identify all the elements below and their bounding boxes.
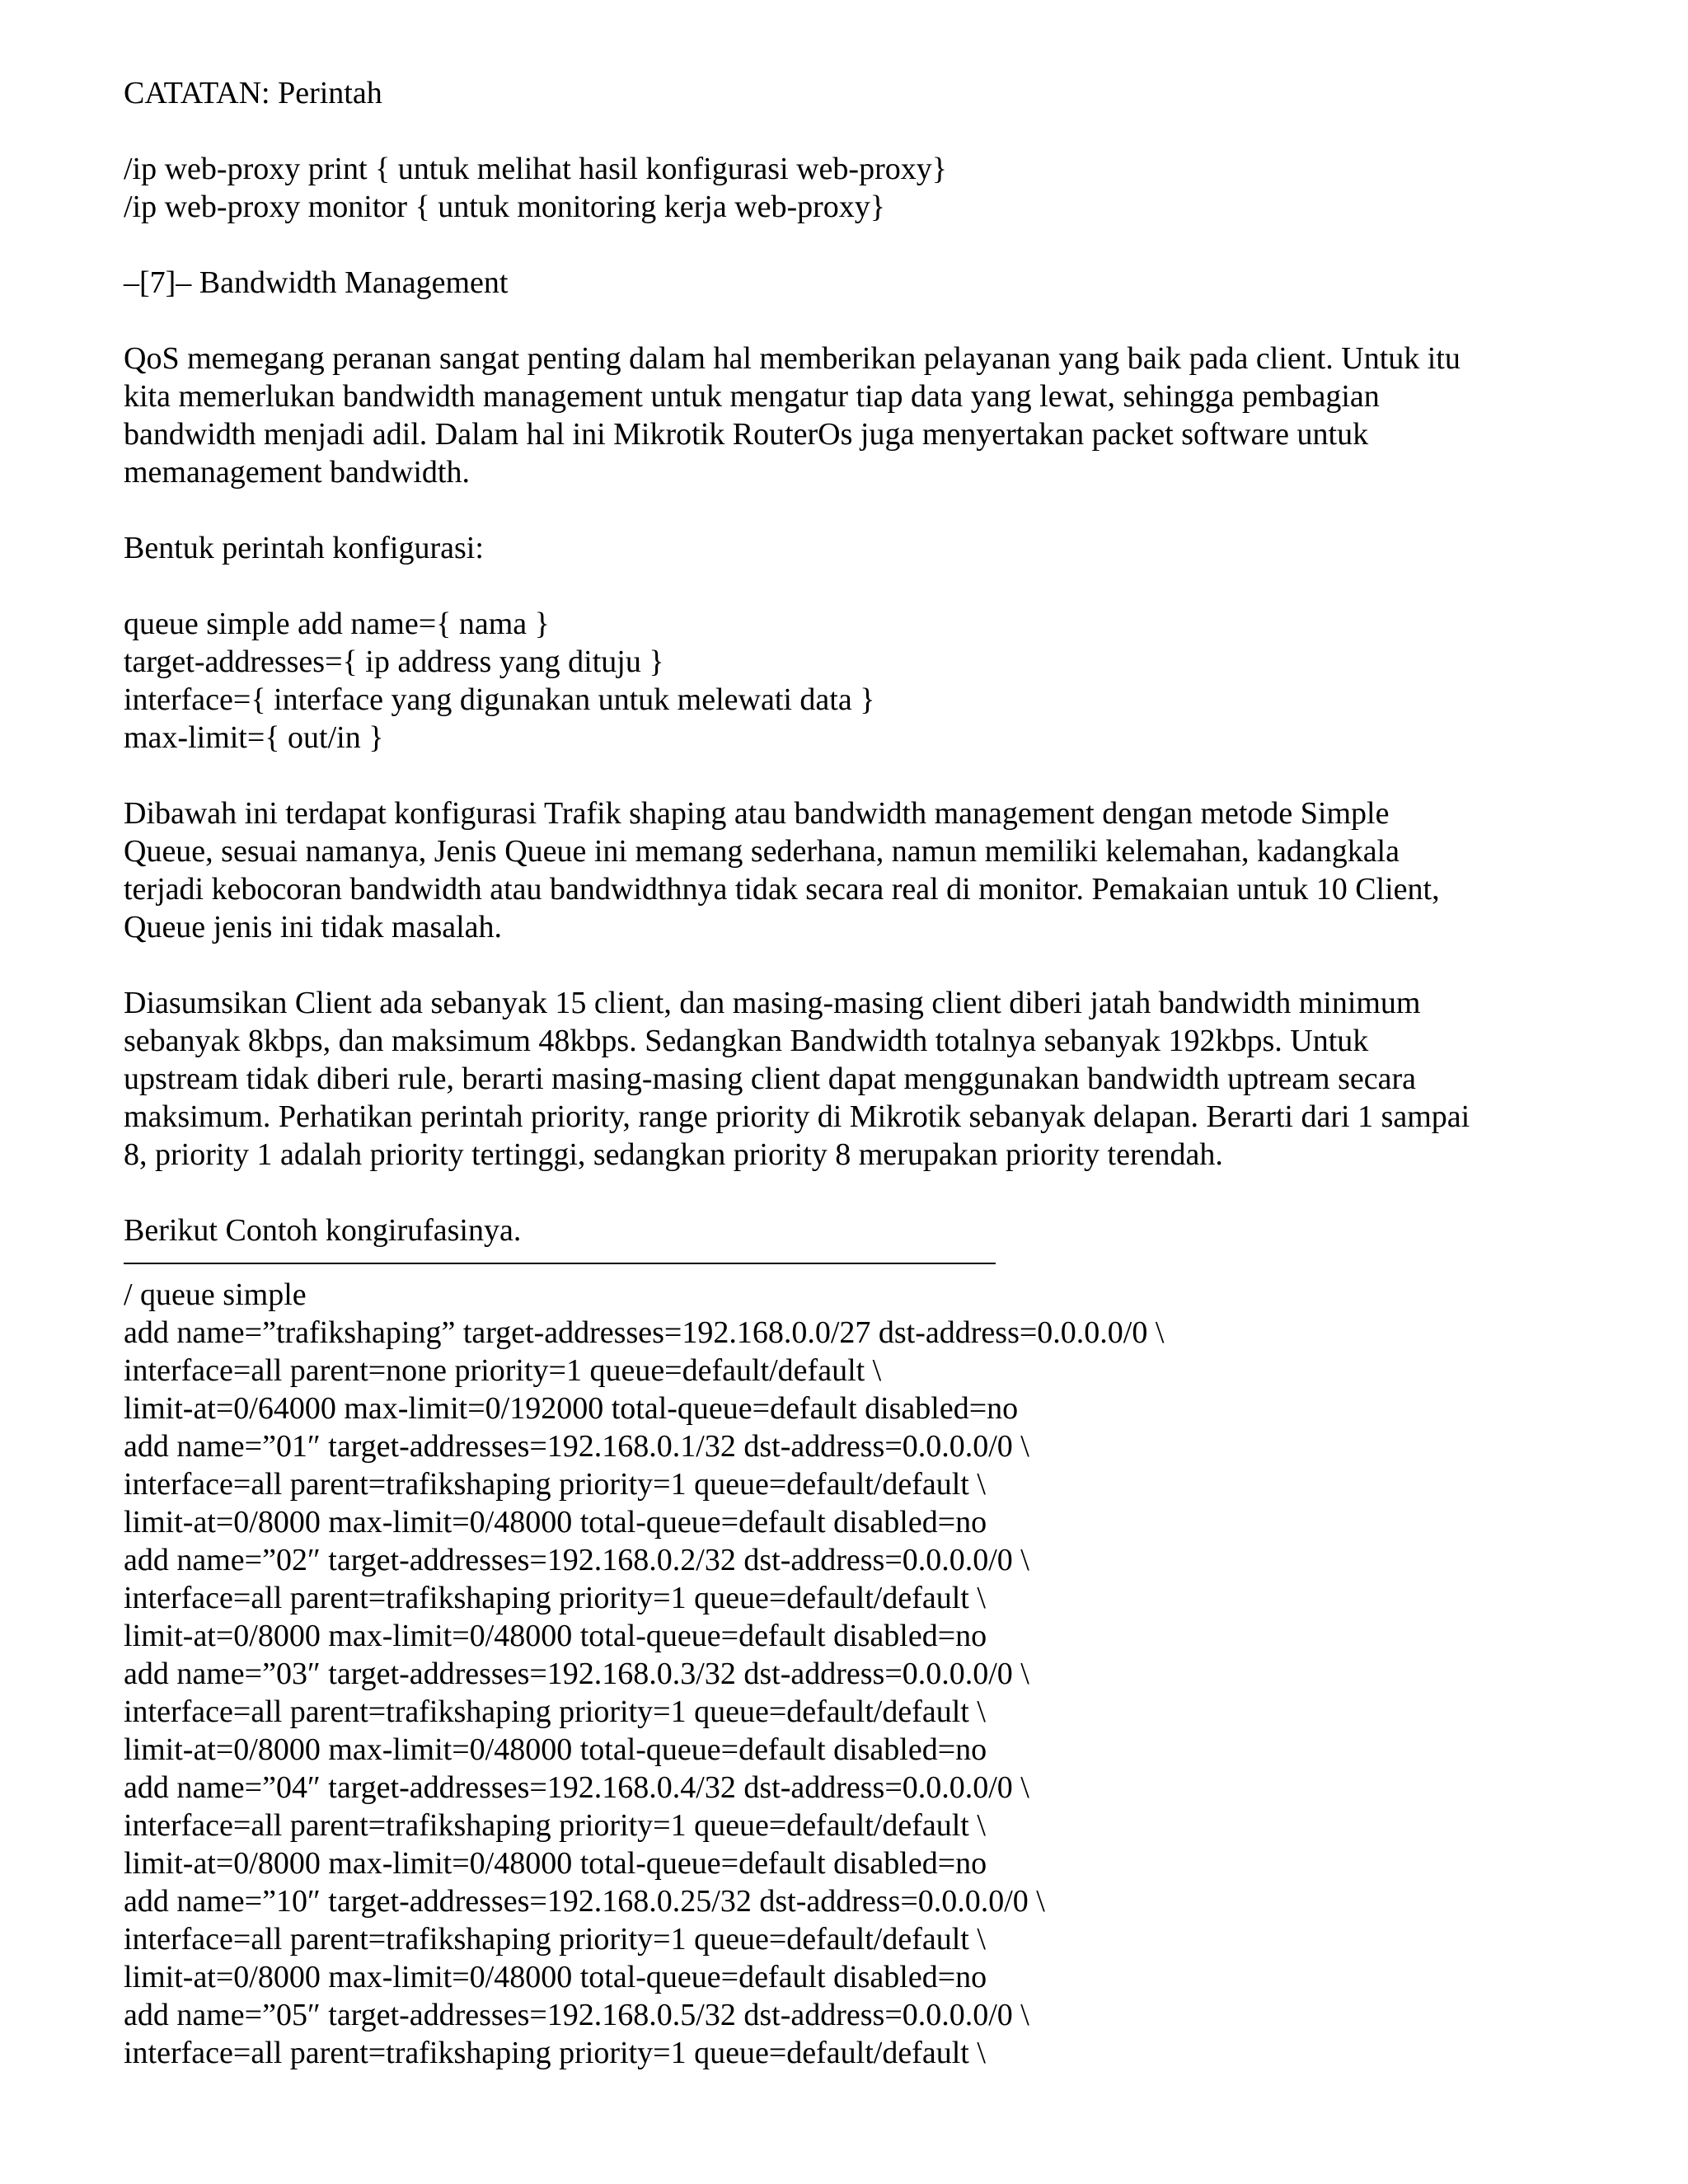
code-line: interface=all parent=trafikshaping priority=1 queue=default/default \ xyxy=(124,1808,986,1843)
section-title: –[7]– Bandwidth Management xyxy=(124,265,509,300)
code-line: limit-at=0/8000 max-limit=0/48000 total-queue=default disabled=no xyxy=(124,1960,987,1994)
syntax-line: interface={ interface yang digunakan untuk melewati data } xyxy=(124,682,875,717)
paragraph-line: 8, priority 1 adalah priority tertinggi, sedangkan priority 8 merupakan priority terendah. xyxy=(124,1137,1223,1172)
paragraph-line: kita memerlukan bandwidth management untuk mengatur tiap data yang lewat, sehingga pembagian xyxy=(124,379,1380,414)
code-line: interface=all parent=trafikshaping priority=1 queue=default/default \ xyxy=(124,1694,986,1729)
section-title-block xyxy=(124,264,1574,302)
paragraph-line: QoS memegang peranan sangat penting dalam hal memberikan pelayanan yang baik pada client. Untuk itu xyxy=(124,341,1461,376)
code-line: add name=”03″ target-addresses=192.168.0.3/32 dst-address=0.0.0.0/0 \ xyxy=(124,1657,1029,1691)
syntax-line: target-addresses={ ip address yang dituju } xyxy=(124,644,664,679)
code-line: add name=”10″ target-addresses=192.168.0.25/32 dst-address=0.0.0.0/0 \ xyxy=(124,1884,1045,1919)
config-form-label-block xyxy=(124,529,1574,567)
paragraph-line: Dibawah ini terdapat konfigurasi Trafik shaping atau bandwidth management dengan metode Simple xyxy=(124,796,1390,831)
document-page xyxy=(124,74,1574,2072)
paragraph-line: upstream tidak diberi rule, berarti masing-masing client dapat menggunakan bandwidth uptream secara xyxy=(124,1062,1417,1096)
code-line: / queue simple xyxy=(124,1277,307,1312)
qos-paragraph xyxy=(124,340,1574,491)
note-heading: CATATAN: Perintah xyxy=(124,76,382,110)
assumption-paragraph xyxy=(124,984,1574,1174)
code-line: limit-at=0/64000 max-limit=0/192000 total-queue=default disabled=no xyxy=(124,1391,1019,1426)
config-code-listing xyxy=(124,1276,1574,2072)
code-line: add name=”trafikshaping” target-addresses=192.168.0.0/27 dst-address=0.0.0.0/0 \ xyxy=(124,1315,1165,1350)
paragraph-line: Queue jenis ini tidak masalah. xyxy=(124,910,503,944)
code-line: interface=all parent=trafikshaping priority=1 queue=default/default \ xyxy=(124,1922,986,1957)
simple-queue-paragraph xyxy=(124,794,1574,946)
code-line: interface=all parent=trafikshaping priority=1 queue=default/default \ xyxy=(124,1467,986,1502)
code-line: interface=all parent=trafikshaping priority=1 queue=default/default \ xyxy=(124,1581,986,1615)
code-line: limit-at=0/8000 max-limit=0/48000 total-queue=default disabled=no xyxy=(124,1732,987,1767)
code-line: limit-at=0/8000 max-limit=0/48000 total-queue=default disabled=no xyxy=(124,1846,987,1881)
paragraph-line: memanagement bandwidth. xyxy=(124,455,470,490)
config-form-label: Bentuk perintah konfigurasi: xyxy=(124,531,484,565)
code-line: add name=”05″ target-addresses=192.168.0.5/32 dst-address=0.0.0.0/0 \ xyxy=(124,1998,1029,2032)
note-section xyxy=(124,74,1574,112)
paragraph-line: terjadi kebocoran bandwidth atau bandwidthnya tidak secara real di monitor. Pemakaian untuk 10 Client, xyxy=(124,872,1440,907)
example-label: Berikut Contoh kongirufasinya. xyxy=(124,1213,522,1248)
paragraph-line: Diasumsikan Client ada sebanyak 15 client, dan masing-masing client diberi jatah bandwidth minimum xyxy=(124,986,1421,1020)
code-line: interface=all parent=trafikshaping priority=1 queue=default/default \ xyxy=(124,2036,986,2070)
paragraph-line: sebanyak 8kbps, dan maksimum 48kbps. Sedangkan Bandwidth totalnya sebanyak 192kbps. Untuk xyxy=(124,1024,1369,1058)
example-block xyxy=(124,1212,1574,1264)
code-line: interface=all parent=none priority=1 queue=default/default \ xyxy=(124,1353,882,1388)
paragraph-line: Queue, sesuai namanya, Jenis Queue ini memang sederhana, namun memiliki kelemahan, kadangkala xyxy=(124,834,1400,869)
syntax-line: max-limit={ out/in } xyxy=(124,720,384,755)
code-line: add name=”02″ target-addresses=192.168.0.2/32 dst-address=0.0.0.0/0 \ xyxy=(124,1543,1029,1577)
proxy-command-line: /ip web-proxy print { untuk melihat hasil konfigurasi web-proxy} xyxy=(124,152,947,186)
code-line: add name=”01″ target-addresses=192.168.0.1/32 dst-address=0.0.0.0/0 \ xyxy=(124,1429,1029,1464)
paragraph-line: maksimum. Perhatikan perintah priority, range priority di Mikrotik sebanyak delapan. Berarti dari 1 sampai xyxy=(124,1099,1470,1134)
code-line: limit-at=0/8000 max-limit=0/48000 total-queue=default disabled=no xyxy=(124,1619,987,1653)
paragraph-line: bandwidth menjadi adil. Dalam hal ini Mikrotik RouterOs juga menyertakan packet software untuk xyxy=(124,417,1369,452)
config-form-syntax xyxy=(124,605,1574,757)
syntax-line: queue simple add name={ nama } xyxy=(124,607,550,641)
proxy-commands xyxy=(124,150,1574,226)
code-line: add name=”04″ target-addresses=192.168.0.4/32 dst-address=0.0.0.0/0 \ xyxy=(124,1770,1029,1805)
horizontal-rule xyxy=(124,1263,996,1264)
proxy-command-line: /ip web-proxy monitor { untuk monitoring kerja web-proxy} xyxy=(124,190,886,224)
code-line: limit-at=0/8000 max-limit=0/48000 total-queue=default disabled=no xyxy=(124,1505,987,1540)
